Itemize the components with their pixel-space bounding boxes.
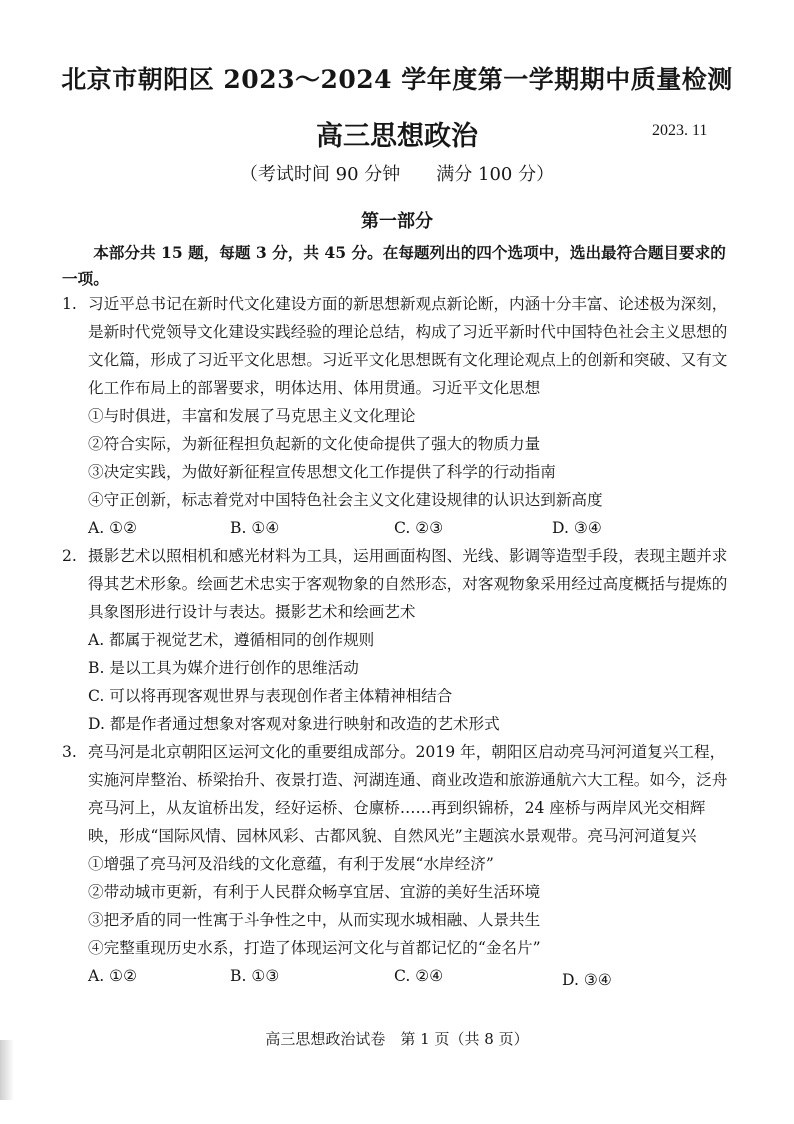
question-number: 3. bbox=[62, 743, 77, 761]
choice-b[interactable]: B. ①④ bbox=[230, 519, 280, 537]
question-1 bbox=[62, 290, 734, 542]
statement: ③决定实践，为做好新征程宣传思想文化工作提供了科学的行动指南 bbox=[88, 463, 556, 481]
scan-edge-shadow bbox=[0, 1040, 14, 1100]
choice-a[interactable]: A. ①② bbox=[88, 519, 138, 537]
choice-c[interactable]: C. ②③ bbox=[394, 519, 444, 537]
subject-row bbox=[0, 114, 794, 154]
question-stem bbox=[62, 542, 734, 626]
statement: ①增强了亮马河及沿线的文化意蕴，有利于发展“水岸经济” bbox=[88, 855, 494, 873]
part-heading: 第一部分 bbox=[361, 211, 433, 232]
exam-date: 2023. 11 bbox=[652, 122, 708, 139]
question-stem bbox=[62, 738, 734, 850]
question-number: 1. bbox=[62, 295, 77, 313]
choice-d[interactable]: D. ③④ bbox=[552, 519, 602, 537]
question-3 bbox=[62, 738, 734, 990]
exam-title: 北京市朝阳区 2023～2024 学年度第一学期期中质量检测 bbox=[61, 65, 733, 94]
page-footer: 高三思想政治试卷 第 1 页（共 8 页） bbox=[265, 1030, 529, 1048]
question-2 bbox=[62, 542, 734, 738]
subject-title: 高三思想政治 bbox=[316, 121, 478, 152]
choice-row bbox=[62, 962, 734, 990]
part-instructions: 本部分共 15 题，每题 3 分，共 45 分。在每题列出的四个选项中，选出最符合题目要求的一项。 bbox=[62, 243, 726, 288]
choice-b[interactable]: B. ①③ bbox=[230, 967, 280, 985]
statement: ②符合实际，为新征程担负起新的文化使命提供了强大的物质力量 bbox=[88, 435, 541, 453]
option-a[interactable]: A. 都属于视觉艺术，遵循相同的创作规则 bbox=[88, 631, 375, 649]
question-text: 习近平总书记在新时代文化建设方面的新思想新观点新论断，内涵十分丰富、论述极为深刻，是新时代党领导文化建设实践经验的理论总结，构成了习近平新时代中国特色社会主义思想的文化篇，形成了习近平文化思想。习近平文化思想既有文化理论观点上的创新和突破、又有文化工作布局上的部署要求，明体达用、体用贯通。习近平文化思想 bbox=[88, 295, 728, 397]
option-b[interactable]: B. 是以工具为媒介进行创作的思维活动 bbox=[88, 659, 359, 677]
statement: ④守正创新，标志着党对中国特色社会主义文化建设规律的认识达到新高度 bbox=[88, 491, 603, 509]
question-number: 2. bbox=[62, 547, 77, 565]
choice-d[interactable]: D. ③④ bbox=[562, 971, 612, 989]
question-text: 亮马河是北京朝阳区运河文化的重要组成部分。2019 年，朝阳区启动亮马河河道复兴工程，实施河岸整治、桥梁抬升、夜景打造、河湖连通、商业改造和旅游通航六大工程。如今，泛舟亮马河上，从友谊桥出发，经好运桥、仓廪桥……再到织锦桥，24 座桥与两岸风光交相辉映，形成“国际风情、园林风彩、古都风貌、自然风光”主题滨水景观带。亮马河河道复兴 bbox=[88, 743, 728, 845]
option-c[interactable]: C. 可以将再现客观世界与表现创作者主体精神相结合 bbox=[88, 687, 453, 705]
question-stem bbox=[62, 290, 734, 402]
choice-a[interactable]: A. ①② bbox=[88, 967, 138, 985]
statement: ②带动城市更新，有利于人民群众畅享宜居、宜游的美好生活环境 bbox=[88, 883, 541, 901]
exam-info: （考试时间 90 分钟 满分 100 分） bbox=[239, 164, 555, 185]
statement: ④完整重现历史水系，打造了体现运河文化与首都记忆的“金名片” bbox=[88, 939, 541, 957]
choice-c[interactable]: C. ②④ bbox=[394, 967, 444, 985]
statement: ③把矛盾的同一性寓于斗争性之中，从而实现水城相融、人景共生 bbox=[88, 911, 541, 929]
statement: ①与时俱进，丰富和发展了马克思主义文化理论 bbox=[88, 407, 416, 425]
question-text: 摄影艺术以照相机和感光材料为工具，运用画面构图、光线、影调等造型手段，表现主题并求得其艺术形象。绘画艺术忠实于客观物象的自然形态，对客观物象采用经过高度概括与提炼的具象图形进行设计与表达。摄影艺术和绘画艺术 bbox=[88, 547, 728, 621]
option-d[interactable]: D. 都是作者通过想象对客观对象进行映射和改造的艺术形式 bbox=[88, 715, 500, 733]
choice-row bbox=[62, 514, 734, 542]
